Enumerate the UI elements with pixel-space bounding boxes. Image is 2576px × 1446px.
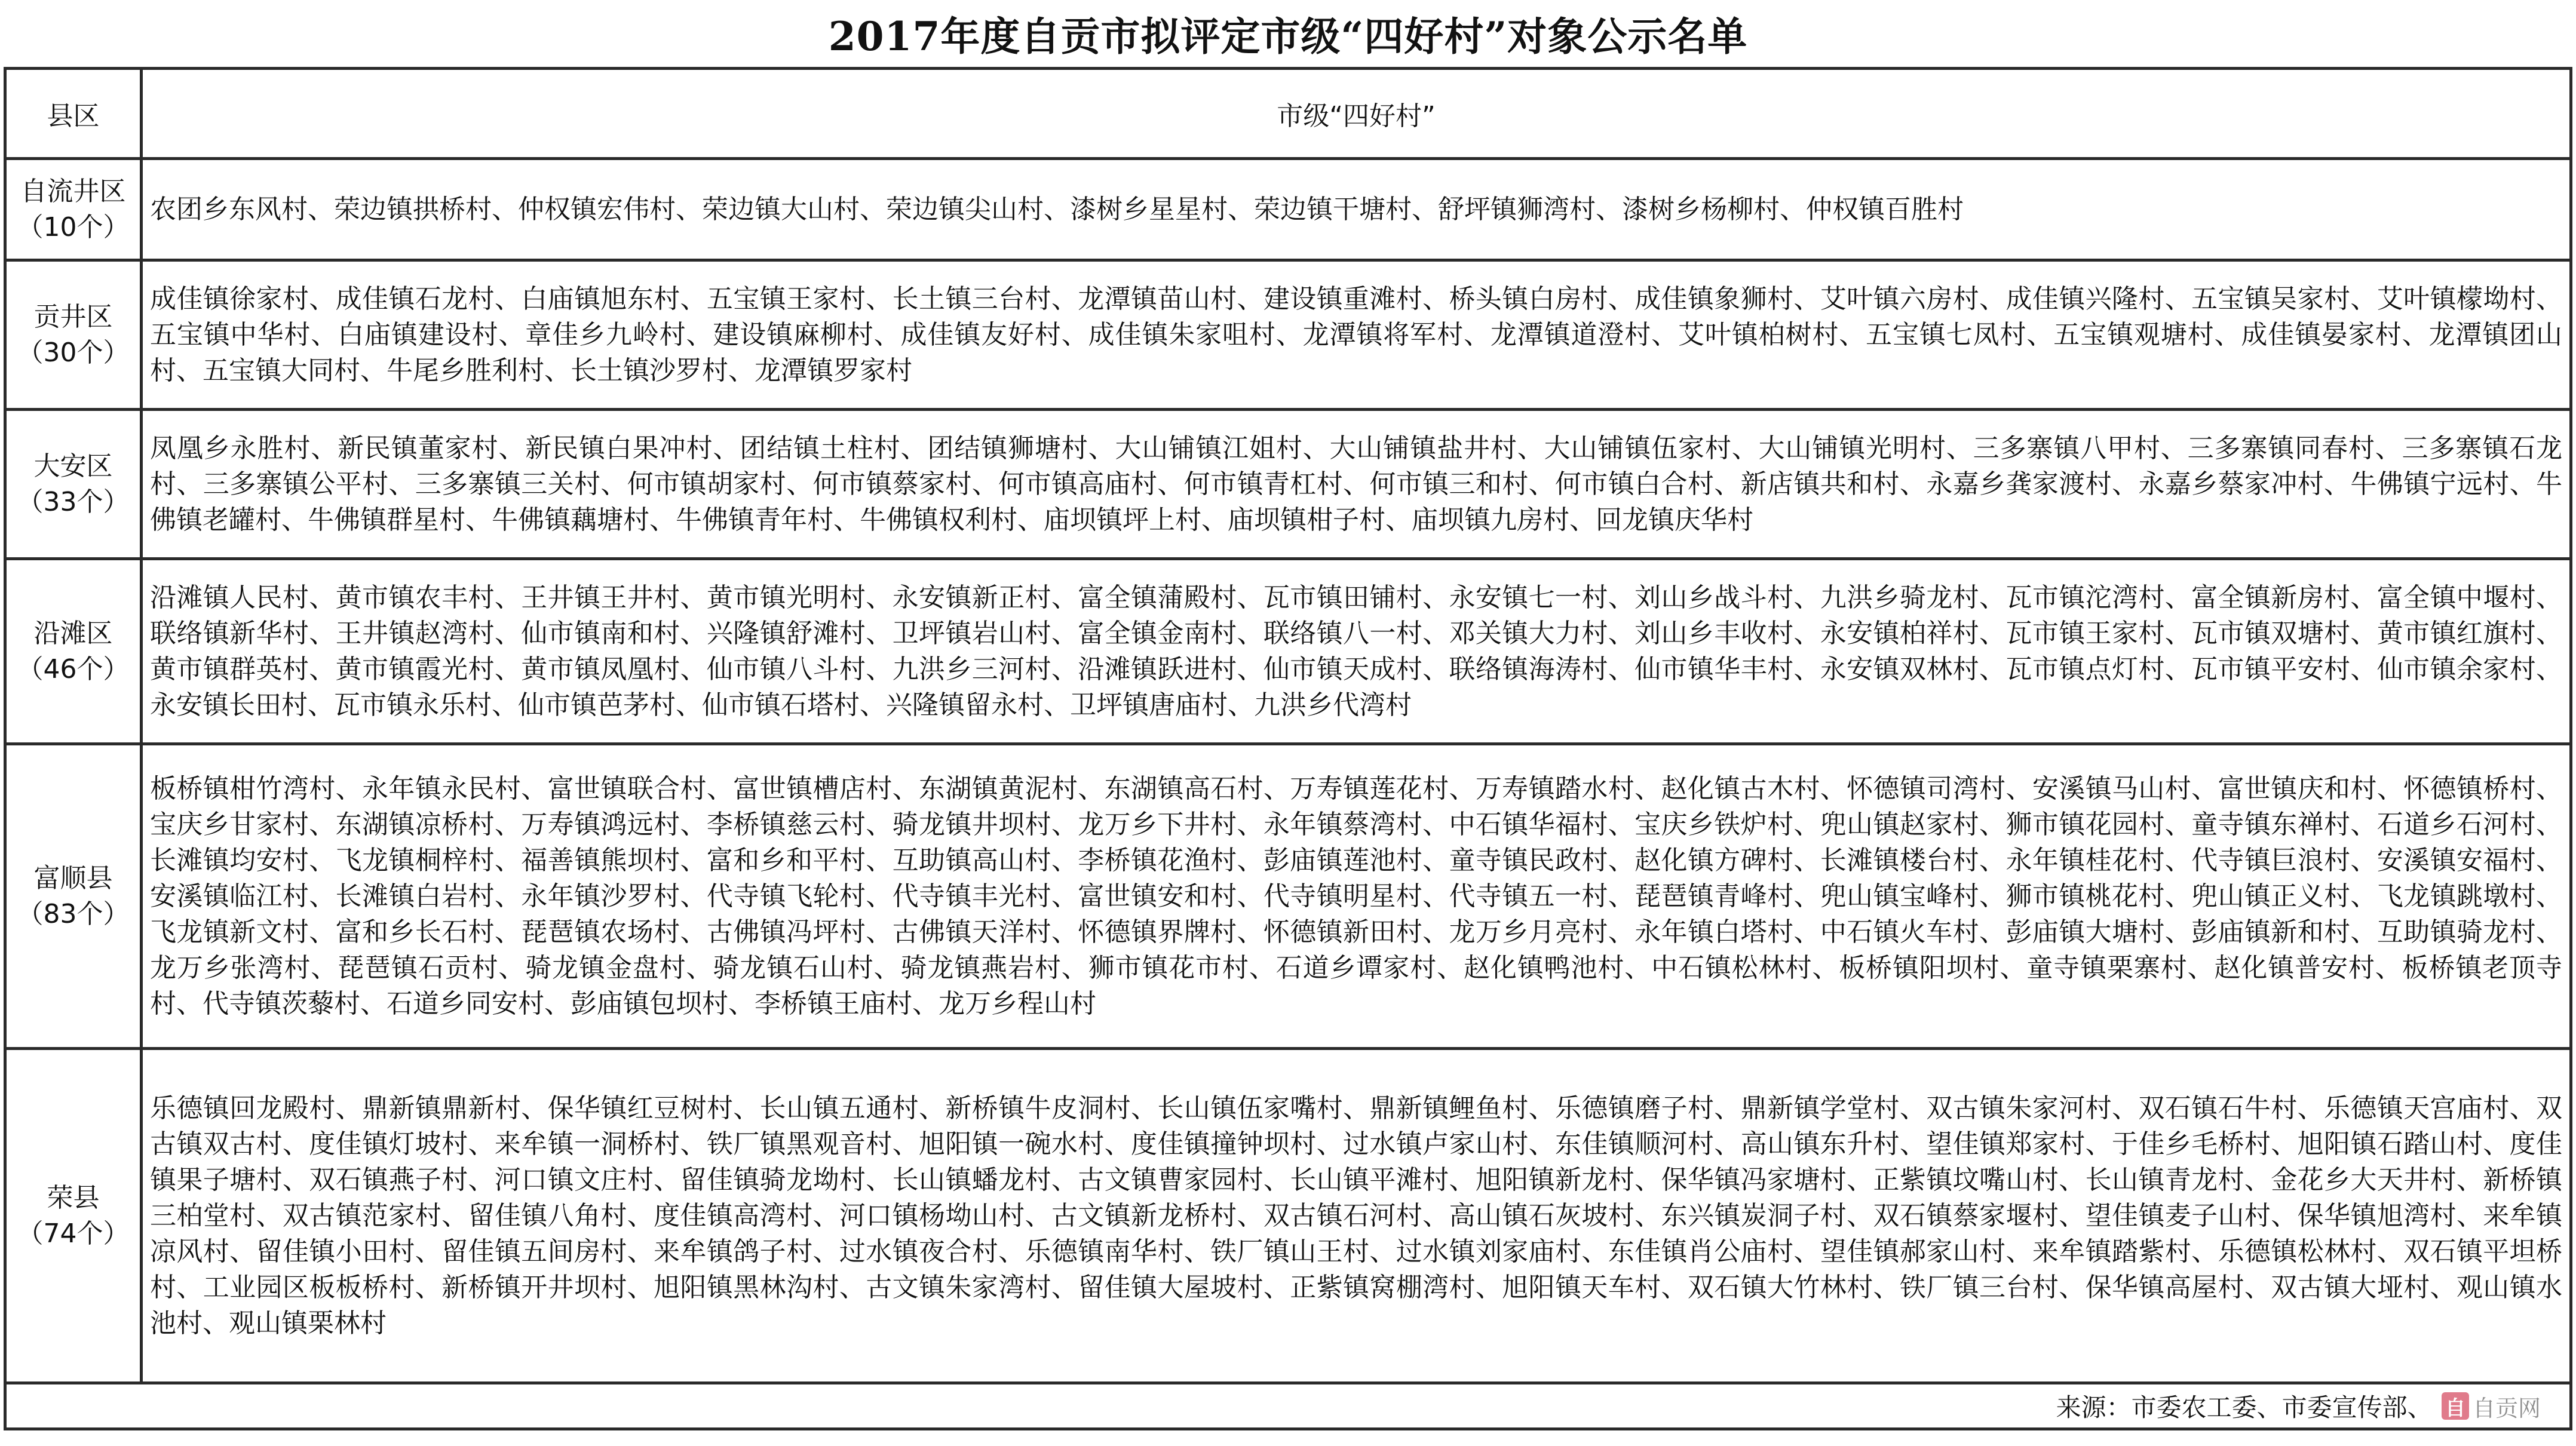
source-row	[5, 1383, 2571, 1429]
county-count: （46个）	[17, 653, 130, 684]
table-row	[5, 410, 2571, 559]
table-header-row	[5, 69, 2571, 159]
county-cell	[5, 260, 142, 410]
county-count: （10个）	[17, 211, 130, 242]
county-cell	[5, 159, 142, 260]
county-count: （33个）	[17, 486, 130, 517]
table-row	[5, 1049, 2571, 1383]
county-name: 自流井区	[20, 176, 126, 207]
county-name: 富顺县	[33, 862, 113, 894]
county-cell	[5, 410, 142, 559]
county-count: （30个）	[17, 337, 130, 368]
watermark-logo-icon: 自	[2442, 1392, 2469, 1420]
table-row	[5, 559, 2571, 744]
county-cell	[5, 559, 142, 744]
source-text: 来源：市委农工委、市委宣传部、	[2056, 1393, 2433, 1422]
county-cell	[5, 1049, 142, 1383]
watermark-text: 自贡网	[2472, 1395, 2541, 1422]
county-cell	[5, 744, 142, 1049]
county-count: （74个）	[17, 1218, 130, 1249]
header-villages: 市级“四好村”	[142, 69, 2571, 159]
county-name: 贡井区	[33, 301, 113, 332]
table-row	[5, 260, 2571, 410]
village-table	[4, 67, 2572, 1430]
village-list: 板桥镇柑竹湾村、永年镇永民村、富世镇联合村、富世镇槽店村、东湖镇黄泥村、东湖镇高石村、万寿镇莲花村、万寿镇踏水村、赵化镇古木村、怀德镇司湾村、安溪镇马山村、富世镇庆和村、怀德镇桥村、宝庆乡甘家村、东湖镇凉桥村、万寿镇鸿远村、李桥镇慈云村、骑龙镇井坝村、龙万乡下井村、永年镇蔡湾村、中石镇华福村、宝庆乡铁炉村、兜山镇赵家村、狮市镇花园村、童寺镇东禅村、石道乡石河村、长滩镇均安村、飞龙镇桐梓村、福善镇熊坝村、富和乡和平村、互助镇高山村、李桥镇花渔村、彭庙镇莲池村、童寺镇民政村、赵化镇方碑村、长滩镇楼台村、永年镇桂花村、代寺镇巨浪村、安溪镇安福村、安溪镇临江村、长滩镇白岩村、永年镇沙罗村、代寺镇飞轮村、代寺镇丰光村、富世镇安和村、代寺镇明星村、代寺镇五一村、琵琶镇青峰村、兜山镇宝峰村、狮市镇桃花村、兜山镇正义村、飞龙镇跳墩村、飞龙镇新文村、富和乡长石村、琵琶镇农场村、古佛镇冯坪村、古佛镇天洋村、怀德镇界牌村、怀德镇新田村、龙万乡月亮村、永年镇白塔村、中石镇火车村、彭庙镇大塘村、彭庙镇新和村、互助镇骑龙村、龙万乡张湾村、琵琶镇石贡村、骑龙镇金盘村、骑龙镇石山村、骑龙镇燕岩村、狮市镇花市村、石道乡谭家村、赵化镇鸭池村、中石镇松林村、板桥镇阳坝村、童寺镇栗寨村、赵化镇普安村、板桥镇老顶寺村、代寺镇茨藜村、石道乡同安村、彭庙镇包坝村、李桥镇王庙村、龙万乡程山村	[142, 744, 2571, 1049]
county-name: 荣县	[47, 1182, 100, 1213]
village-list: 农团乡东风村、荣边镇拱桥村、仲权镇宏伟村、荣边镇大山村、荣边镇尖山村、漆树乡星星村、荣边镇干塘村、舒坪镇狮湾村、漆树乡杨柳村、仲权镇百胜村	[142, 159, 2571, 260]
county-name: 沿滩区	[33, 618, 113, 649]
village-list: 乐德镇回龙殿村、鼎新镇鼎新村、保华镇红豆树村、长山镇五通村、新桥镇牛皮洞村、长山镇伍家嘴村、鼎新镇鲤鱼村、乐德镇磨子村、鼎新镇学堂村、双古镇朱家河村、双石镇石牛村、乐德镇天宫庙村、双古镇双古村、度佳镇灯坡村、来牟镇一洞桥村、铁厂镇黑观音村、旭阳镇一碗水村、度佳镇撞钟坝村、过水镇卢家山村、东佳镇顺河村、高山镇东升村、望佳镇郑家村、于佳乡毛桥村、旭阳镇石踏山村、度佳镇果子塘村、双石镇燕子村、河口镇文庄村、留佳镇骑龙坳村、长山镇蟠龙村、古文镇曹家园村、长山镇平滩村、旭阳镇新龙村、保华镇冯家塘村、正紫镇坟嘴山村、长山镇青龙村、金花乡大天井村、新桥镇三柏堂村、双古镇范家村、留佳镇八角村、度佳镇高湾村、河口镇杨坳山村、古文镇新龙桥村、双古镇石河村、高山镇石灰坡村、东兴镇炭洞子村、双石镇蔡家堰村、望佳镇麦子山村、保华镇旭湾村、来牟镇凉风村、留佳镇小田村、留佳镇五间房村、来牟镇鸽子村、过水镇夜合村、乐德镇南华村、铁厂镇山王村、过水镇刘家庙村、东佳镇肖公庙村、望佳镇郝家山村、来牟镇踏紫村、乐德镇松林村、双石镇平坦桥村、工业园区板板桥村、新桥镇开井坝村、旭阳镇黑林沟村、古文镇朱家湾村、留佳镇大屋坡村、正紫镇窝棚湾村、旭阳镇天车村、双石镇大竹林村、铁厂镇三台村、保华镇高屋村、双古镇大垭村、观山镇水池村、观山镇栗林村	[142, 1049, 2571, 1383]
county-name: 大安区	[33, 450, 113, 481]
document-title: 2017年度自贡市拟评定市级“四好村”对象公示名单	[828, 13, 1748, 60]
village-list: 成佳镇徐家村、成佳镇石龙村、白庙镇旭东村、五宝镇王家村、长土镇三台村、龙潭镇苗山村、建设镇重滩村、桥头镇白房村、成佳镇象狮村、艾叶镇六房村、成佳镇兴隆村、五宝镇吴家村、艾叶镇檬坳村、五宝镇中华村、白庙镇建设村、章佳乡九岭村、建设镇麻柳村、成佳镇友好村、成佳镇朱家咀村、龙潭镇将军村、龙潭镇道澄村、艾叶镇柏树村、五宝镇七凤村、五宝镇观塘村、成佳镇晏家村、龙潭镇团山村、五宝镇大同村、牛尾乡胜利村、长土镇沙罗村、龙潭镇罗家村	[142, 260, 2571, 410]
table-row	[5, 159, 2571, 260]
watermark	[2442, 1390, 2541, 1423]
header-county: 县区	[5, 69, 142, 159]
village-list: 凤凰乡永胜村、新民镇董家村、新民镇白果冲村、团结镇土柱村、团结镇狮塘村、大山铺镇江姐村、大山铺镇盐井村、大山铺镇伍家村、大山铺镇光明村、三多寨镇八甲村、三多寨镇同春村、三多寨镇石龙村、三多寨镇公平村、三多寨镇三关村、何市镇胡家村、何市镇蔡家村、何市镇高庙村、何市镇青杠村、何市镇三和村、何市镇白合村、新店镇共和村、永嘉乡龚家渡村、永嘉乡蔡家冲村、牛佛镇宁远村、牛佛镇老罐村、牛佛镇群星村、牛佛镇藕塘村、牛佛镇青年村、牛佛镇权利村、庙坝镇坪上村、庙坝镇柑子村、庙坝镇九房村、回龙镇庆华村	[142, 410, 2571, 559]
county-count: （83个）	[17, 898, 130, 929]
source-cell	[5, 1383, 2571, 1429]
table-row	[5, 744, 2571, 1049]
village-list: 沿滩镇人民村、黄市镇农丰村、王井镇王井村、黄市镇光明村、永安镇新正村、富全镇蒲殿村、瓦市镇田铺村、永安镇七一村、刘山乡战斗村、九洪乡骑龙村、瓦市镇沱湾村、富全镇新房村、富全镇中堰村、联络镇新华村、王井镇赵湾村、仙市镇南和村、兴隆镇舒滩村、卫坪镇岩山村、富全镇金南村、联络镇八一村、邓关镇大力村、刘山乡丰收村、永安镇柏祥村、瓦市镇王家村、瓦市镇双塘村、黄市镇红旗村、黄市镇群英村、黄市镇霞光村、黄市镇凤凰村、仙市镇八斗村、九洪乡三河村、沿滩镇跃进村、仙市镇天成村、联络镇海涛村、仙市镇华丰村、永安镇双林村、瓦市镇点灯村、瓦市镇平安村、仙市镇余家村、永安镇长田村、瓦市镇永乐村、仙市镇芭茅村、仙市镇石塔村、兴隆镇留永村、卫坪镇唐庙村、九洪乡代湾村	[142, 559, 2571, 744]
